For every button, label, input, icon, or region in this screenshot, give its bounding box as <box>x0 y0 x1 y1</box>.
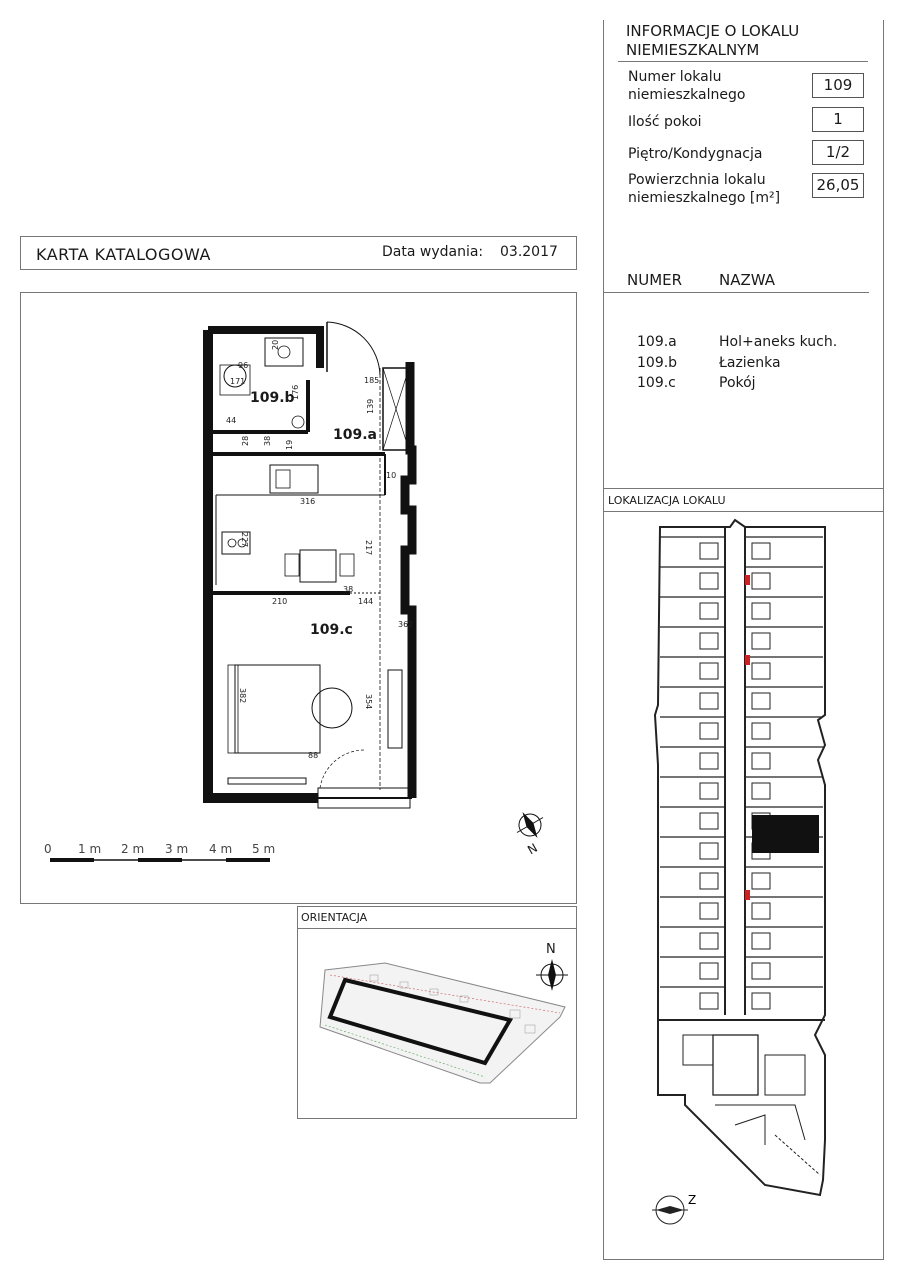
dim-label: 20 <box>271 339 280 350</box>
info-row-label: Numer lokalu <box>628 69 722 85</box>
dim-label: 28 <box>241 435 250 446</box>
room-number: 109.c <box>637 375 676 391</box>
info-title-line2: NIEMIESZKALNYM <box>626 41 760 59</box>
room-label-109a: 109.a <box>333 427 377 443</box>
room-name: Hol+aneks kuch. <box>719 334 838 350</box>
dim-label: 354 <box>364 694 373 710</box>
rooms-col-number-header: NUMER <box>627 271 683 289</box>
info-panel-bottom-border <box>603 1259 884 1260</box>
orientation-north-label: N <box>546 942 556 957</box>
dim-label: 144 <box>358 597 374 606</box>
location-title: LOKALIZACJA LOKALU <box>608 494 726 507</box>
dim-label: 139 <box>366 398 375 414</box>
dim-label: 19 <box>285 439 294 450</box>
room-number: 109.a <box>637 334 677 350</box>
svg-text:Z: Z <box>688 1193 697 1207</box>
rooms-col-name-header: NAZWA <box>719 271 776 289</box>
dim-label: 88 <box>308 751 319 760</box>
info-row-value: 109 <box>812 73 864 98</box>
dim-label: 185 <box>364 376 380 385</box>
info-panel-left-border <box>603 20 604 1260</box>
info-title-line1: INFORMACJE O LOKALU <box>626 22 800 40</box>
dim-label: 227 <box>240 532 249 548</box>
dim-label: 382 <box>238 688 247 704</box>
info-row-value: 26,05 <box>812 173 864 198</box>
issue-date-value: 03.2017 <box>500 244 558 260</box>
scale-label: 0 <box>44 842 52 856</box>
info-row-value: 1 <box>812 107 864 132</box>
room-label-109b: 109.b <box>250 390 295 406</box>
scale-label: 4 m <box>209 842 233 856</box>
orientation-title: ORIENTACJA <box>301 911 368 924</box>
scale-label: 2 m <box>121 842 145 856</box>
dim-label: 362 <box>398 620 414 629</box>
room-name: Łazienka <box>719 355 781 371</box>
dim-label: 171 <box>230 377 246 386</box>
info-panel-right-border <box>883 20 884 1260</box>
dim-label: 210 <box>272 597 288 606</box>
room-name: Pokój <box>719 375 756 391</box>
info-row-label: Ilość pokoi <box>628 114 702 130</box>
info-row-label: niemieszkalnego <box>628 87 746 103</box>
compass-north-label: N <box>525 840 540 858</box>
info-row-value: 1/2 <box>812 140 864 165</box>
dim-label: 38 <box>263 435 272 446</box>
scale-bar <box>38 838 288 866</box>
info-title-underline <box>618 61 868 62</box>
location-building-plan <box>615 515 875 1255</box>
scale-label: 5 m <box>252 842 276 856</box>
dim-label: 176 <box>291 384 300 400</box>
dim-label: 10 <box>386 471 397 480</box>
location-title-underline <box>603 511 884 512</box>
dim-label: 217 <box>364 540 373 556</box>
floor-plan-dimensions <box>200 310 440 830</box>
dim-label: 96 <box>238 361 249 370</box>
info-row-label: niemieszkalnego [m²] <box>628 190 781 206</box>
info-row-label: Piętro/Kondygnacja <box>628 146 763 162</box>
orientation-title-underline <box>297 928 577 929</box>
scale-label: 3 m <box>165 842 189 856</box>
dim-label: 316 <box>300 497 316 506</box>
info-row-label: Powierzchnia lokalu <box>628 172 766 188</box>
issue-date-label: Data wydania: <box>382 244 484 260</box>
scale-label: 1 m <box>78 842 102 856</box>
rooms-header-underline <box>603 292 869 293</box>
location-top-divider <box>603 488 884 489</box>
dim-label: 38 <box>343 585 354 594</box>
room-number: 109.b <box>637 355 678 371</box>
room-label-109c: 109.c <box>310 622 353 638</box>
dim-label: 44 <box>226 416 237 425</box>
page-title: KARTA KATALOGOWA <box>36 245 211 264</box>
